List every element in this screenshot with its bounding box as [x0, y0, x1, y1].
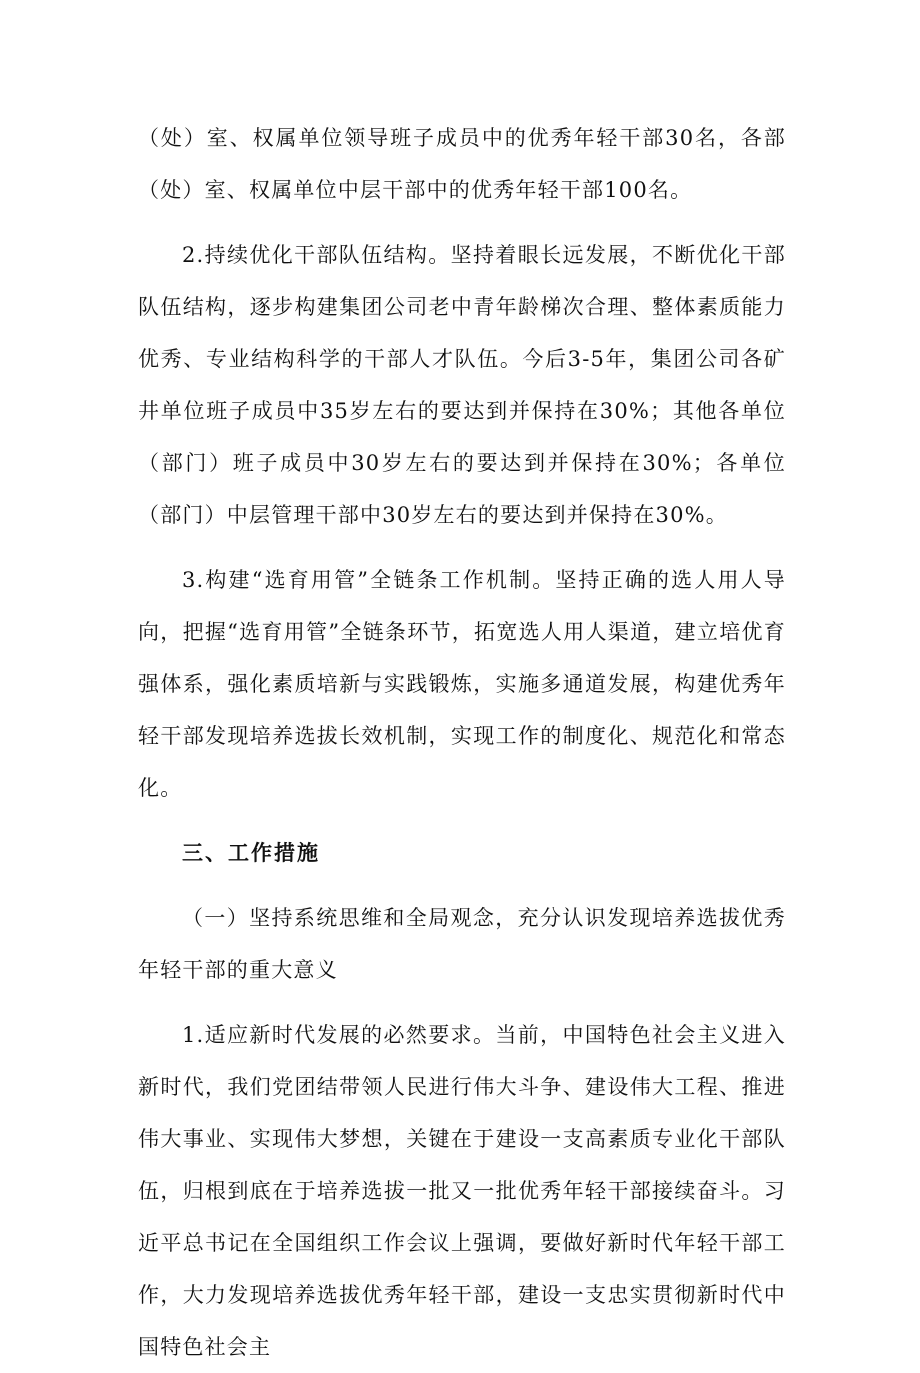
paragraph-quota-continuation: （处）室、权属单位领导班子成员中的优秀年轻干部30名，各部（处）室、权属单位中层干部中的优秀年轻干部100名。: [138, 126, 786, 202]
paragraph-new-era-requirement: 1.适应新时代发展的必然要求。当前，中国特色社会主义进入新时代，我们党团结带领人民进行伟大斗争、建设伟大工程、推进伟大事业、实现伟大梦想，关键在于建设一支高素质专业化干部队伍，归根到底在于培养选拔一批又一批优秀年轻干部接续奋斗。习近平总书记在全国组织工作会议上强调，要做好新时代年轻干部工作，大力发现培养选拔优秀年轻干部，建设一支忠实贯彻新时代中国特色社会主: [138, 1023, 786, 1359]
paragraph-optimize-structure: 2.持续优化干部队伍结构。坚持着眼长远发展，不断优化干部队伍结构，逐步构建集团公司老中青年龄梯次合理、整体素质能力优秀、专业结构科学的干部人才队伍。今后3-5年，集团公司各矿井单位班子成员中35岁左右的要达到并保持在30%；其他各单位（部门）班子成员中30岁左右的要达到并保持在30%；各单位（部门）中层管理干部中30岁左右的要达到并保持在30%。: [138, 243, 786, 527]
section-heading-work-measures: 三、工作措施: [182, 841, 320, 865]
paragraph-build-mechanism: 3.构建“选育用管”全链条工作机制。坚持正确的选人用人导向，把握“选育用管”全链条环节，拓宽选人用人渠道，建立培优育强体系，强化素质培新与实践锻炼，实施多通道发展，构建优秀年轻干部发现培养选拔长效机制，实现工作的制度化、规范化和常态化。: [138, 568, 786, 800]
document-body: [138, 112, 786, 1373]
subsection-heading-significance: （一）坚持系统思维和全局观念，充分认识发现培养选拔优秀年轻干部的重大意义: [138, 906, 786, 982]
